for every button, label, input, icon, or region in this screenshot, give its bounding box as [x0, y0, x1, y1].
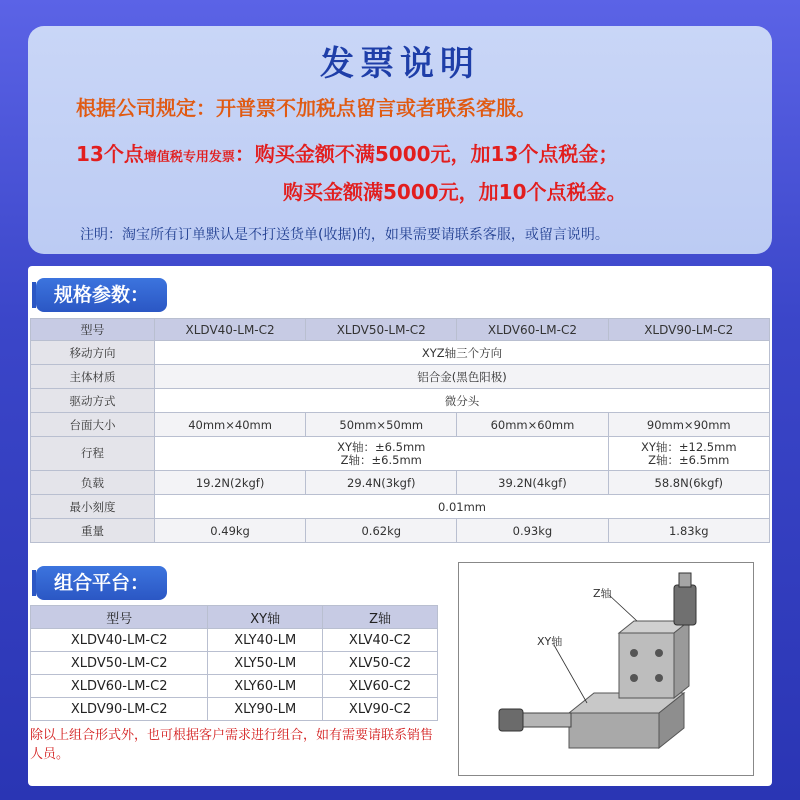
- combo-cell: XLY90-LM: [208, 698, 323, 721]
- combo-cell: XLV40-C2: [323, 629, 438, 652]
- spec-row-table-size: [31, 413, 770, 437]
- spec-label: 行程: [31, 437, 155, 471]
- spec-header-row: [31, 319, 770, 341]
- spec-label: 台面大小: [31, 413, 155, 437]
- combo-header-z: Z轴: [323, 606, 438, 629]
- spec-row-load: [31, 471, 770, 495]
- spec-value: 铝合金(黑色阳极): [155, 365, 770, 389]
- spec-row-material: [31, 365, 770, 389]
- spec-label: 重量: [31, 519, 155, 543]
- spec-travel-a-xy: XY轴：±6.5mm: [337, 439, 426, 454]
- invoice-line-2-prefix: 13个点: [76, 142, 144, 166]
- combo-cell: XLV60-C2: [323, 675, 438, 698]
- combo-cell: XLY50-LM: [208, 652, 323, 675]
- spec-row-travel: [31, 437, 770, 471]
- invoice-panel: [28, 26, 772, 254]
- spec-model-4: XLDV90-LM-C2: [608, 319, 769, 341]
- spec-value: 1.83kg: [608, 519, 769, 543]
- spec-value: 58.8N(6kgf): [608, 471, 769, 495]
- spec-row-drive: [31, 389, 770, 413]
- spec-travel-b-xy: XY轴：±12.5mm: [640, 439, 737, 454]
- spec-label: 最小刻度: [31, 495, 155, 519]
- spec-row-direction: [31, 341, 770, 365]
- spec-travel-b-z: Z轴：±6.5mm: [648, 452, 730, 467]
- spec-value: 微分头: [155, 389, 770, 413]
- table-row: [31, 629, 438, 652]
- spec-label: 负载: [31, 471, 155, 495]
- spec-model-3: XLDV60-LM-C2: [457, 319, 608, 341]
- combo-cell: XLV90-C2: [323, 698, 438, 721]
- z-axis-label: Z轴: [593, 587, 612, 600]
- table-row: [31, 675, 438, 698]
- spec-header-label: 型号: [31, 319, 155, 341]
- spec-value: 40mm×40mm: [155, 413, 306, 437]
- invoice-line-2-small: 增值税专用发票: [143, 150, 235, 165]
- spec-label: 主体材质: [31, 365, 155, 389]
- spec-value: 90mm×90mm: [608, 413, 769, 437]
- spec-section-tag: 规格参数：: [36, 278, 167, 312]
- spec-label: 驱动方式: [31, 389, 155, 413]
- table-row: [31, 698, 438, 721]
- combo-cell: XLDV90-LM-C2: [31, 698, 208, 721]
- spec-travel-a-z: Z轴：±6.5mm: [340, 452, 422, 467]
- combo-cell: XLV50-C2: [323, 652, 438, 675]
- spec-travel-a: [155, 437, 609, 471]
- spec-value: 0.49kg: [155, 519, 306, 543]
- product-diagram: [458, 562, 754, 776]
- spec-value: 0.01mm: [155, 495, 770, 519]
- spec-value: 19.2N(2kgf): [155, 471, 306, 495]
- spec-value: 50mm×50mm: [306, 413, 457, 437]
- spec-label: 移动方向: [31, 341, 155, 365]
- invoice-line-1: 根据公司规定：开普票不加税点留言或者联系客服。: [76, 96, 536, 120]
- invoice-line-3: 购买金额满5000元，加10个点税金。: [283, 180, 627, 204]
- combo-header-xy: XY轴: [208, 606, 323, 629]
- combo-header-model: 型号: [31, 606, 208, 629]
- combo-note: 除以上组合形式外，也可根据客户需求进行组合，如有需要请联系销售人员。: [30, 728, 434, 762]
- spec-table: [30, 318, 770, 543]
- combo-header-row: [31, 606, 438, 629]
- invoice-line-2: [76, 138, 618, 167]
- combo-cell: XLDV40-LM-C2: [31, 629, 208, 652]
- combo-cell: XLDV50-LM-C2: [31, 652, 208, 675]
- combo-section-tag: 组合平台：: [36, 566, 167, 600]
- spec-model-1: XLDV40-LM-C2: [155, 319, 306, 341]
- spec-value: 39.2N(4kgf): [457, 471, 608, 495]
- invoice-title: 发票说明: [320, 44, 480, 84]
- spec-value: 0.62kg: [306, 519, 457, 543]
- spec-value: 0.93kg: [457, 519, 608, 543]
- combo-cell: XLY40-LM: [208, 629, 323, 652]
- spec-travel-b: [608, 437, 769, 471]
- spec-row-weight: [31, 519, 770, 543]
- spec-value: 29.4N(3kgf): [306, 471, 457, 495]
- spec-row-min-scale: [31, 495, 770, 519]
- invoice-line-2-suffix: ：购买金额不满5000元，加13个点税金；: [234, 142, 619, 166]
- combo-table: [30, 605, 438, 721]
- xy-axis-label: XY轴: [537, 635, 563, 648]
- invoice-note: 注明：淘宝所有订单默认是不打送货单(收据)的，如果需要请联系客服，或留言说明。: [80, 227, 609, 243]
- table-row: [31, 652, 438, 675]
- combo-cell: XLDV60-LM-C2: [31, 675, 208, 698]
- combo-cell: XLY60-LM: [208, 675, 323, 698]
- spec-model-2: XLDV50-LM-C2: [306, 319, 457, 341]
- spec-value: 60mm×60mm: [457, 413, 608, 437]
- spec-value: XYZ轴三个方向: [155, 341, 770, 365]
